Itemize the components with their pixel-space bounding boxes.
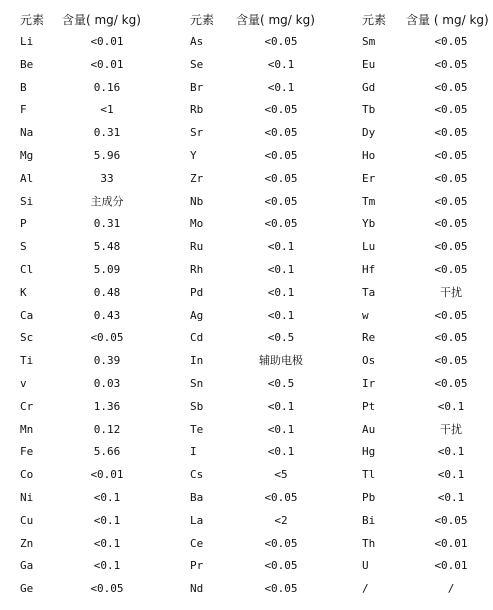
content-cell: <0.05 [434,354,468,367]
content-cell: <0.05 [434,149,468,162]
element-cell: Zr [190,172,204,185]
table-row [0,79,493,97]
element-cell: Se [190,58,204,71]
content-cell: <0.1 [267,309,295,322]
element-cell: Mg [20,149,34,162]
content-cell: <0.5 [267,331,295,344]
element-cell: Sb [190,400,204,413]
content-cell: 干扰 [440,423,462,436]
content-cell: <0.1 [267,423,295,436]
content-cell: <0.05 [264,217,298,230]
content-cell: 5.96 [93,149,121,162]
content-cell: <0.1 [93,537,121,550]
element-cell: Ta [362,286,376,299]
content-cell: 0.16 [93,81,121,94]
element-cell: Pd [190,286,204,299]
element-cell: U [362,559,369,572]
content-cell: <0.01 [434,559,468,572]
element-cell: Sc [20,331,34,344]
content-cell: 5.66 [93,445,121,458]
table-row [0,443,493,461]
table-row [0,489,493,507]
element-cell: Lu [362,240,376,253]
element-cell: Si [20,195,34,208]
content-cell: <0.1 [93,559,121,572]
element-cell: Ga [20,559,34,572]
table-row [0,147,493,165]
content-cell: 5.48 [93,240,121,253]
element-cell: Ni [20,491,34,504]
content-cell: <0.05 [434,514,468,527]
content-cell: <0.05 [434,126,468,139]
content-cell: <0.05 [434,35,468,48]
header-content-2: 含量( mg/ kg) [236,13,315,27]
element-cell: Tb [362,103,376,116]
content-cell: <0.01 [434,537,468,550]
element-cell: Tl [362,468,376,481]
table-row [0,56,493,74]
element-cell: Ir [362,377,376,390]
element-cell: Ce [190,537,204,550]
content-cell: <0.05 [434,58,468,71]
element-cell: Cd [190,331,204,344]
content-cell: <0.1 [267,445,295,458]
table-row [0,238,493,256]
content-cell: 0.48 [93,286,121,299]
header-content-3: 含量 ( mg/ kg) [406,13,489,27]
table-row [0,284,493,302]
element-cell: Er [362,172,376,185]
content-cell: <0.05 [264,582,298,595]
content-cell: <0.05 [90,331,124,344]
element-cell: Sm [362,35,376,48]
element-cell: Au [362,423,376,436]
table-row [0,329,493,347]
content-cell: <0.1 [267,81,295,94]
element-cell: Hf [362,263,376,276]
element-cell: Os [362,354,376,367]
element-cell: Dy [362,126,376,139]
element-cell: Nb [190,195,204,208]
element-cell: Cu [20,514,34,527]
element-cell: Gd [362,81,376,94]
content-cell: <0.05 [264,103,298,116]
content-cell: <0.1 [267,263,295,276]
content-cell: <0.1 [437,445,465,458]
table-row [0,580,493,598]
content-cell: <0.05 [264,537,298,550]
element-cell: Fe [20,445,34,458]
content-cell: <0.05 [434,172,468,185]
content-cell: <0.05 [264,491,298,504]
element-cell: Br [190,81,204,94]
element-cell: Ho [362,149,376,162]
element-cell: K [20,286,27,299]
element-cell: Th [362,537,376,550]
table-row [0,193,493,211]
element-cell: v [20,377,27,390]
element-cell: Bi [362,514,376,527]
content-cell: 33 [100,172,114,185]
element-cell: w [362,309,369,322]
table-row [0,466,493,484]
header-row [0,11,493,29]
element-cell: F [20,103,27,116]
content-cell: <0.05 [434,377,468,390]
content-cell: <0.1 [267,240,295,253]
table-row [0,261,493,279]
content-cell: 5.09 [93,263,121,276]
element-cell: I [190,445,197,458]
content-cell: <0.05 [434,240,468,253]
element-cell: In [190,354,204,367]
element-cell: Re [362,331,376,344]
content-cell: <0.05 [264,149,298,162]
header-element-3: 元素 [362,13,387,27]
content-cell: 0.31 [93,217,121,230]
element-cell: Mn [20,423,34,436]
content-cell: <0.05 [434,195,468,208]
content-cell: <0.05 [264,172,298,185]
element-cell: Al [20,172,34,185]
element-cell: Rb [190,103,204,116]
table-row [0,352,493,370]
content-cell: <0.05 [90,582,124,595]
element-cell: Yb [362,217,376,230]
element-cell: Rh [190,263,204,276]
element-cell: Pt [362,400,376,413]
element-cell: Cs [190,468,204,481]
table-row [0,101,493,119]
table-row [0,170,493,188]
element-cell: S [20,240,27,253]
content-cell: <5 [274,468,288,481]
element-cell: / [362,582,369,595]
element-cell: Na [20,126,34,139]
table-row [0,124,493,142]
element-cell: Be [20,58,34,71]
element-cell: Zn [20,537,34,550]
content-cell: 0.12 [93,423,121,436]
content-cell: 0.39 [93,354,121,367]
header-element-2: 元素 [190,13,215,27]
content-cell: <0.1 [93,491,121,504]
element-cell: Pb [362,491,376,504]
content-cell: 1.36 [93,400,121,413]
element-cell: Eu [362,58,376,71]
table-row [0,307,493,325]
table-row [0,535,493,553]
element-cell: Y [190,149,197,162]
content-cell: <0.1 [267,286,295,299]
element-cell: Hg [362,445,376,458]
content-cell: 辅助电极 [259,354,303,367]
table-row [0,557,493,575]
content-cell: <0.05 [434,331,468,344]
content-cell: <0.05 [434,217,468,230]
element-cell: Ru [190,240,204,253]
element-cell: Sr [190,126,204,139]
content-cell: <1 [100,103,114,116]
content-cell: <0.05 [434,309,468,322]
element-cell: Ge [20,582,34,595]
element-cell: Li [20,35,34,48]
element-cell: Cl [20,263,34,276]
element-cell: Tm [362,195,376,208]
table-row [0,421,493,439]
table-row [0,398,493,416]
content-cell: <0.05 [264,559,298,572]
table-row [0,375,493,393]
element-cell: Nd [190,582,204,595]
content-cell: <0.1 [93,514,121,527]
element-cell: Mo [190,217,204,230]
content-cell: <0.05 [434,103,468,116]
content-cell: <2 [274,514,288,527]
element-cell: Te [190,423,204,436]
table-row [0,512,493,530]
content-cell: 0.03 [93,377,121,390]
content-cell: <0.1 [267,400,295,413]
header-element-1: 元素 [20,13,45,27]
element-cell: B [20,81,27,94]
content-cell: <0.1 [437,468,465,481]
content-cell: 主成分 [90,195,124,208]
content-cell: / [447,582,455,595]
content-cell: <0.05 [434,263,468,276]
content-cell: 0.43 [93,309,121,322]
table-row [0,215,493,233]
element-cell: Pr [190,559,204,572]
content-cell: <0.05 [434,81,468,94]
element-cell: Sn [190,377,204,390]
element-cell: Ca [20,309,34,322]
content-cell: <0.01 [90,58,124,71]
content-cell: 0.31 [93,126,121,139]
element-cell: Co [20,468,34,481]
element-cell: Cr [20,400,34,413]
content-cell: <0.05 [264,126,298,139]
content-cell: 干扰 [440,286,462,299]
element-cell: Ba [190,491,204,504]
content-cell: <0.5 [267,377,295,390]
header-content-1: 含量( mg/ kg) [62,13,141,27]
content-cell: <0.1 [437,491,465,504]
content-cell: <0.1 [437,400,465,413]
table-row [0,33,493,51]
content-cell: <0.01 [90,35,124,48]
content-cell: <0.01 [90,468,124,481]
content-cell: <0.05 [264,35,298,48]
element-cell: Ti [20,354,34,367]
content-cell: <0.05 [264,195,298,208]
element-cell: Ag [190,309,204,322]
content-cell: <0.1 [267,58,295,71]
element-cell: La [190,514,204,527]
element-cell: P [20,217,27,230]
element-cell: As [190,35,204,48]
